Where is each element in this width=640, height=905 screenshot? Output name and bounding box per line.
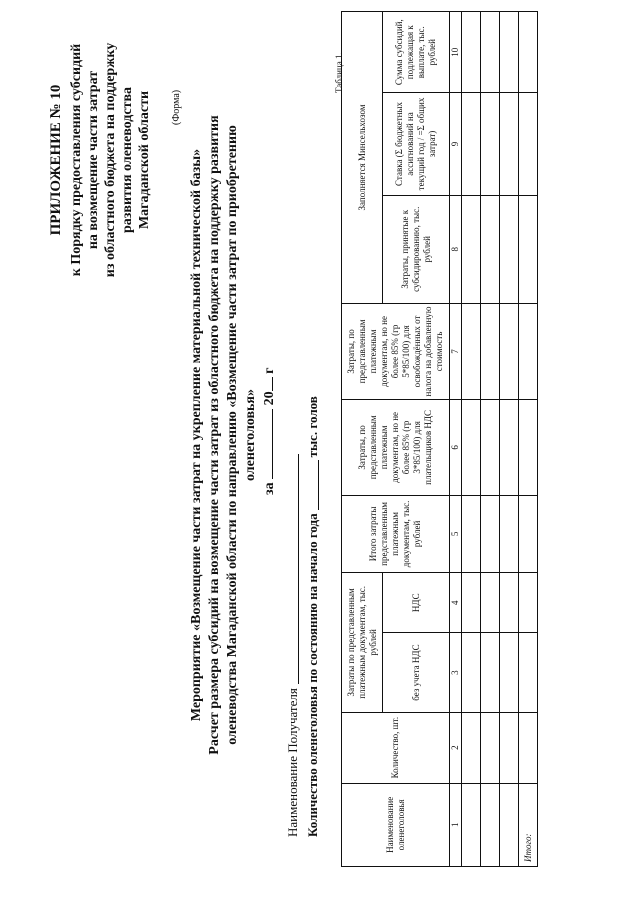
table-cell[interactable] bbox=[462, 783, 481, 866]
table-total-row bbox=[519, 12, 538, 867]
header-accepted-costs: Затраты, принятые к субсидированию, тыс. рублей bbox=[383, 195, 450, 303]
heading-line: Мероприятие «Возмещение части затрат на укрепление материальной технической базы» bbox=[189, 148, 204, 722]
table-cell[interactable] bbox=[481, 783, 500, 866]
recipient-field[interactable] bbox=[298, 454, 299, 684]
herd-count-field[interactable] bbox=[318, 460, 319, 510]
header-without-vat: без учета НДС bbox=[383, 633, 450, 712]
table-cell[interactable] bbox=[481, 633, 500, 712]
table-cell[interactable] bbox=[481, 12, 500, 93]
table-row bbox=[481, 12, 500, 867]
table-cell[interactable] bbox=[481, 304, 500, 400]
table-cell[interactable] bbox=[519, 195, 538, 303]
table-cell[interactable] bbox=[519, 304, 538, 400]
herd-line bbox=[305, 396, 321, 837]
recipient-label: Наименование Получателя bbox=[285, 688, 300, 837]
table-cell[interactable] bbox=[462, 304, 481, 400]
appendix-block bbox=[48, 15, 153, 305]
appendix-line: к Порядку предоставления субсидий bbox=[69, 43, 84, 277]
column-number: 7 bbox=[450, 304, 462, 400]
table-cell[interactable] bbox=[462, 712, 481, 783]
column-number: 9 bbox=[450, 93, 462, 195]
column-number: 3 bbox=[450, 633, 462, 712]
total-label: Итого: bbox=[519, 783, 538, 866]
table-cell[interactable] bbox=[500, 195, 519, 303]
table-cell[interactable] bbox=[519, 495, 538, 572]
table-cell[interactable] bbox=[519, 93, 538, 195]
table-row bbox=[500, 12, 519, 867]
table-cell[interactable] bbox=[481, 195, 500, 303]
table-cell[interactable] bbox=[500, 399, 519, 495]
table-cell[interactable] bbox=[500, 495, 519, 572]
column-number: 6 bbox=[450, 399, 462, 495]
column-number-row bbox=[450, 12, 462, 867]
table-cell[interactable] bbox=[500, 712, 519, 783]
appendix-line: на возмещение части затрат bbox=[86, 70, 101, 250]
table-cell[interactable] bbox=[462, 573, 481, 633]
table-cell[interactable] bbox=[481, 93, 500, 195]
period-prefix: за bbox=[262, 482, 277, 495]
appendix-line: из областного бюджета на поддержку bbox=[103, 42, 118, 278]
subsidy-table bbox=[341, 11, 538, 867]
header-costs-group: Затраты по представленным платежным документам, тыс. рублей bbox=[342, 573, 383, 713]
heading-line: оленеголовья» bbox=[243, 388, 258, 482]
herd-label: Количество оленеголовья по состоянию на начало года bbox=[305, 513, 320, 837]
column-number: 10 bbox=[450, 12, 462, 93]
table-cell[interactable] bbox=[462, 195, 481, 303]
form-label: (Форма) bbox=[171, 89, 182, 125]
table-number: Таблица 1. bbox=[334, 52, 344, 93]
table-header-row bbox=[342, 12, 383, 867]
period-year: 20 bbox=[262, 391, 277, 406]
recipient-line bbox=[285, 454, 301, 837]
header-name: Наименование оленеголовья bbox=[342, 783, 450, 866]
header-quantity: Количество, шт. bbox=[342, 712, 450, 783]
document-heading bbox=[188, 115, 260, 755]
appendix-line: Магаданской области bbox=[137, 90, 152, 230]
table-cell[interactable] bbox=[519, 399, 538, 495]
table-cell[interactable] bbox=[500, 633, 519, 712]
period-suffix: г bbox=[262, 367, 277, 374]
table-cell[interactable] bbox=[500, 573, 519, 633]
table-cell[interactable] bbox=[500, 783, 519, 866]
period-line bbox=[262, 368, 278, 496]
column-number: 1 bbox=[450, 783, 462, 866]
header-subsidy-amount: Сумма субсидий, подлежащая к выплате, тыс. рублей bbox=[383, 12, 450, 93]
heading-line: оленеводства Магаданской области по направлению «Возмещение части затрат по приобретению bbox=[225, 125, 240, 745]
table-cell[interactable] bbox=[462, 93, 481, 195]
column-number: 5 bbox=[450, 495, 462, 572]
period-year-blank[interactable] bbox=[272, 377, 273, 391]
table-cell[interactable] bbox=[481, 399, 500, 495]
period-blank[interactable] bbox=[272, 409, 273, 479]
header-rate: Ставка (Σ бюджетных ассигнований на текущий год / =Σ общих затрат) bbox=[383, 93, 450, 195]
appendix-title: ПРИЛОЖЕНИЕ № 10 bbox=[48, 84, 64, 236]
table-cell[interactable] bbox=[462, 633, 481, 712]
column-number: 8 bbox=[450, 195, 462, 303]
table-cell[interactable] bbox=[481, 712, 500, 783]
table-row bbox=[462, 12, 481, 867]
table-cell[interactable] bbox=[481, 573, 500, 633]
table-cell[interactable] bbox=[519, 12, 538, 93]
header-total-costs: Итого затраты представленным платежным документам, тыс. рублей bbox=[342, 495, 450, 572]
appendix-line: развития оленеводства bbox=[120, 87, 135, 234]
table-cell[interactable] bbox=[519, 712, 538, 783]
header-vat: НДС bbox=[383, 573, 450, 633]
column-number: 2 bbox=[450, 712, 462, 783]
table-cell[interactable] bbox=[519, 573, 538, 633]
table-cell[interactable] bbox=[462, 495, 481, 572]
table-cell[interactable] bbox=[462, 12, 481, 93]
table-cell[interactable] bbox=[500, 12, 519, 93]
table-cell[interactable] bbox=[500, 93, 519, 195]
header-costs-vat-payers: Затраты, по представленным платежным документам, но не более 85% (гр 3*85/100) для плательщиков НДС bbox=[342, 399, 450, 495]
table-cell[interactable] bbox=[481, 495, 500, 572]
heading-line: Расчет размера субсидий на возмещение части затрат из областного бюджета на поддержку развития bbox=[207, 115, 222, 755]
column-number: 4 bbox=[450, 573, 462, 633]
header-ministry-group: Заполняется Минсельхозом bbox=[342, 12, 383, 304]
table-cell[interactable] bbox=[462, 399, 481, 495]
table-cell[interactable] bbox=[519, 633, 538, 712]
table-cell[interactable] bbox=[500, 304, 519, 400]
header-costs-vat-exempt: Затраты, по представленным платежным документам, но не более 85% (гр 5*85/100) для освобождённых от налога на добавленную стоимость bbox=[342, 304, 450, 400]
herd-unit: тыс. голов bbox=[305, 396, 320, 458]
